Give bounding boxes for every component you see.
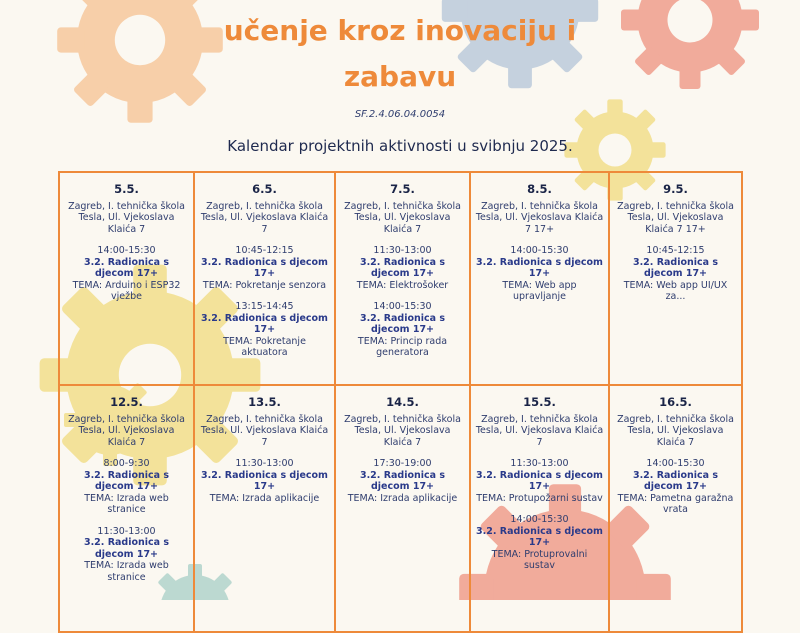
- session-theme: TEMA: Protupožarni sustav: [476, 492, 603, 504]
- day-date: 5.5.: [114, 182, 139, 196]
- session: [340, 301, 465, 359]
- session: [199, 245, 330, 291]
- day-address: Zagreb, I. tehnička škola Tesla, Ul. Vjekoslava Klaića 7: [200, 413, 329, 448]
- calendar-day-cell: [336, 173, 471, 386]
- session: [340, 458, 465, 504]
- session-activity: 3.2. Radionica s djecom 17+: [359, 469, 446, 492]
- session-activity: 3.2. Radionica s djecom 17+: [359, 312, 446, 335]
- session-time: 11:30-13:00: [510, 458, 569, 469]
- project-code: SF.2.4.06.04.0054: [354, 109, 446, 120]
- session-theme: TEMA: Web app UI/UX za...: [623, 279, 728, 302]
- session: [340, 245, 465, 291]
- session: [64, 526, 189, 584]
- session-activity: 3.2. Radionica s djecom 17+: [476, 525, 603, 548]
- session-theme: TEMA: Arduino i ESP32 vježbe: [72, 279, 181, 302]
- day-address: Zagreb, I. tehnička škola Tesla, Ul. Vjekoslava Klaića 7: [68, 200, 185, 235]
- session: [64, 245, 189, 303]
- session-activity: 3.2. Radionica s djecom 17+: [476, 469, 603, 492]
- day-date: 13.5.: [248, 395, 281, 409]
- session: [614, 458, 737, 516]
- session: [199, 301, 330, 359]
- session: [199, 458, 330, 504]
- day-address: Zagreb, I. tehnička škola Tesla, Ul. Vjekoslava Klaića 7 17+: [617, 200, 734, 235]
- session-activity: 3.2. Radionica s djecom 17+: [201, 256, 328, 279]
- session-theme: TEMA: Pametna garažna vrata: [617, 492, 734, 515]
- session: [475, 458, 604, 504]
- session: [475, 514, 604, 572]
- day-date: 15.5.: [523, 395, 556, 409]
- page-title-line-1: učenje kroz inovaciju i: [223, 14, 577, 47]
- session-theme: TEMA: Izrada web stranice: [84, 560, 169, 583]
- session-activity: 3.2. Radionica s djecom 17+: [476, 256, 603, 279]
- session-theme: TEMA: Protuprovalni sustav: [491, 548, 588, 571]
- day-address: Zagreb, I. tehnička škola Tesla, Ul. Vjekoslava Klaića 7: [68, 413, 185, 448]
- session-time: 8:00-9:30: [103, 458, 150, 469]
- session-theme: TEMA: Izrada aplikacije: [209, 492, 320, 504]
- calendar-subtitle: Kalendar projektnih aktivnosti u svibnju 2025.: [227, 137, 573, 155]
- session-activity: 3.2. Radionica s djecom 17+: [201, 469, 328, 492]
- calendar-day-cell: [471, 386, 610, 633]
- calendar-day-cell: [610, 386, 743, 633]
- day-address: Zagreb, I. tehnička škola Tesla, Ul. Vjekoslava Klaića 7: [344, 200, 461, 235]
- session-activity: 3.2. Radionica s djecom 17+: [632, 256, 719, 279]
- session-activity: 3.2. Radionica s djecom 17+: [83, 469, 170, 492]
- session-time: 14:00-15:30: [373, 301, 432, 312]
- calendar-day-cell: [195, 386, 336, 633]
- session-activity: 3.2. Radionica s djecom 17+: [201, 312, 328, 335]
- session: [614, 245, 737, 303]
- calendar-day-cell: [336, 386, 471, 633]
- session-theme: TEMA: Izrada web stranice: [84, 492, 169, 515]
- session-time: 11:30-13:00: [97, 525, 156, 537]
- day-date: 7.5.: [390, 182, 415, 196]
- session-time: 10:45-12:15: [646, 245, 705, 256]
- page-title-line-2: zabavu: [343, 60, 457, 93]
- session: [64, 458, 189, 516]
- session-time: 10:45-12:15: [235, 245, 294, 256]
- day-address: Zagreb, I. tehnička škola Tesla, Ul. Vjekoslava Klaića 7: [200, 200, 329, 235]
- session-theme: TEMA: Pokretanje aktuatora: [223, 335, 306, 358]
- calendar-day-cell: [60, 173, 195, 386]
- session-theme: TEMA: Web app upravljanje: [502, 279, 577, 302]
- day-date: 6.5.: [252, 182, 277, 196]
- session-activity: 3.2. Radionica s djecom 17+: [359, 256, 446, 279]
- session-theme: TEMA: Elektrošoker: [356, 279, 449, 291]
- day-address: Zagreb, I. tehnička škola Tesla, Ul. Vjekoslava Klaića 7 17+: [475, 200, 604, 235]
- day-address: Zagreb, I. tehnička škola Tesla, Ul. Vjekoslava Klaića 7: [344, 413, 461, 448]
- session: [475, 245, 604, 303]
- session-time: 14:00-15:30: [97, 245, 156, 256]
- session-time: 11:30-13:00: [235, 458, 294, 469]
- session-theme: TEMA: Pokretanje senzora: [202, 279, 327, 291]
- session-activity: 3.2. Radionica s djecom 17+: [632, 469, 719, 492]
- day-date: 9.5.: [663, 182, 688, 196]
- calendar-day-cell: [471, 173, 610, 386]
- day-address: Zagreb, I. tehnička škola Tesla, Ul. Vjekoslava Klaića 7: [617, 413, 734, 448]
- session-time: 14:00-15:30: [510, 245, 569, 256]
- session-time: 14:00-15:30: [646, 458, 705, 469]
- session-time: 14:00-15:30: [510, 514, 569, 525]
- session-activity: 3.2. Radionica s djecom 17+: [83, 537, 170, 560]
- calendar-day-cell: [60, 386, 195, 633]
- session-theme: TEMA: Princip rada generatora: [357, 335, 448, 358]
- calendar-day-cell: [195, 173, 336, 386]
- session-activity: 3.2. Radionica s djecom 17+: [83, 256, 170, 279]
- session-time: 11:30-13:00: [373, 245, 432, 256]
- day-date: 12.5.: [110, 395, 143, 409]
- day-date: 16.5.: [659, 395, 692, 409]
- day-date: 14.5.: [386, 395, 419, 409]
- session-time: 17:30-19:00: [373, 458, 432, 469]
- session-time: 13:15-14:45: [235, 301, 294, 312]
- day-address: Zagreb, I. tehnička škola Tesla, Ul. Vjekoslava Klaića 7: [475, 413, 604, 448]
- session-theme: TEMA: Izrada aplikacije: [347, 492, 458, 504]
- day-date: 8.5.: [527, 182, 552, 196]
- calendar-day-cell: [610, 173, 743, 386]
- calendar-grid: [58, 171, 743, 633]
